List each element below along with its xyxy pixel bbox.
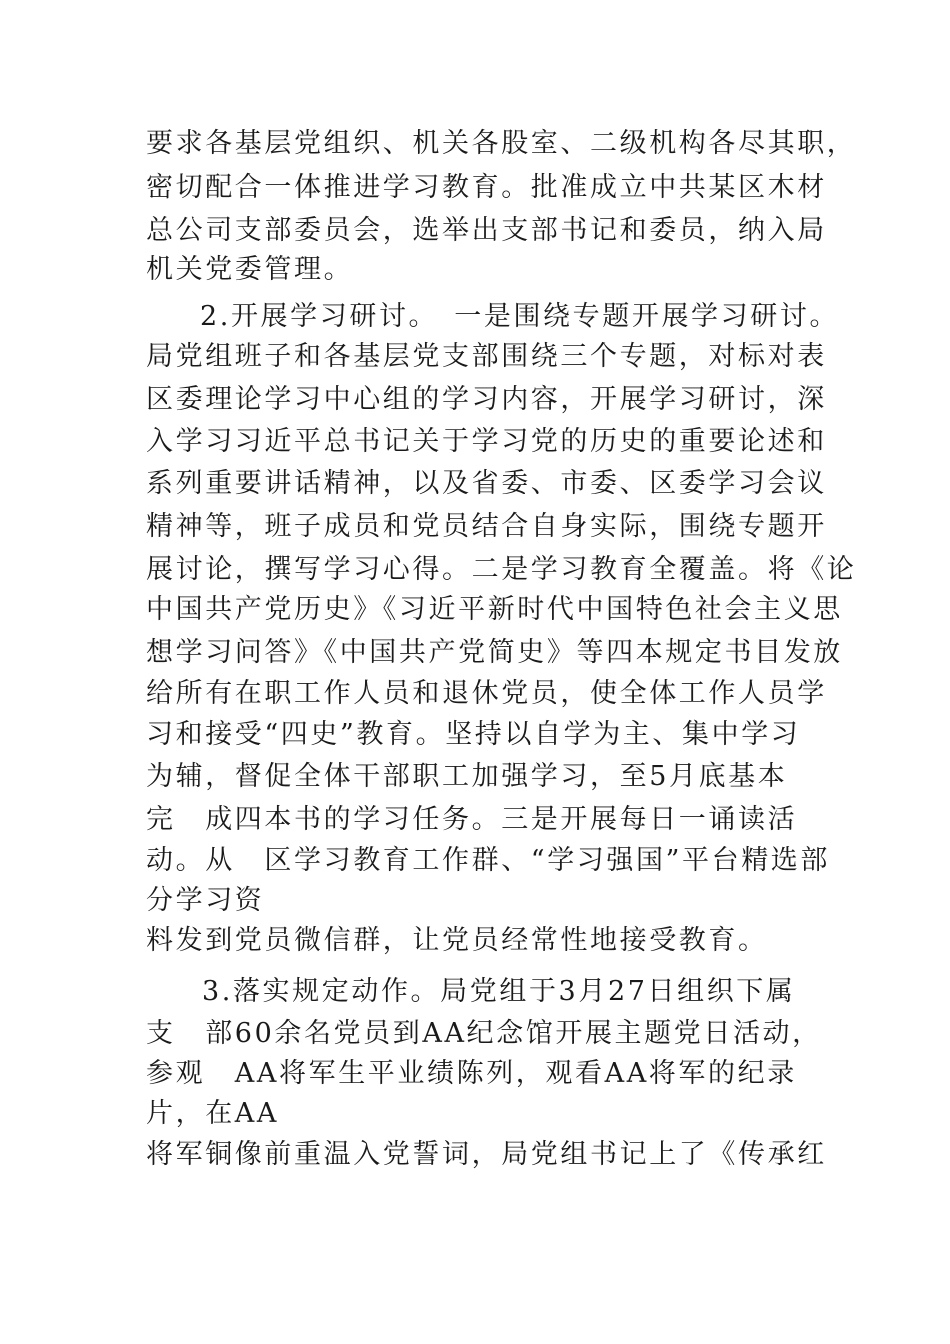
text-line-5: 2.开展学习研讨。 一是围绕专题开展学习研讨。 [200, 301, 840, 332]
text-line-8: 入学习习近平总书记关于学习党的历史的重要论述和 [146, 426, 827, 457]
text-line-13: 想学习问答》《中国共产党简史》等四本规定书目发放 [146, 637, 843, 668]
text-line-24: 片，在AA [146, 1098, 279, 1129]
text-line-3: 总公司支部委员会，选举出支部书记和委员，纳入局 [146, 215, 827, 246]
text-line-11: 展讨论，撰写学习心得。二是学习教育全覆盖。将《论 [146, 554, 857, 585]
text-line-16: 为辅，督促全体干部职工加强学习，至5月底基本 [146, 761, 788, 792]
text-line-2: 密切配合一体推进学习教育。批准成立中共某区木材 [146, 172, 827, 203]
text-line-17: 完 成四本书的学习任务。三是开展每日一诵读活 [146, 804, 798, 835]
text-line-15: 习和接受“四史”教育。坚持以自学为主、集中学习 [146, 719, 801, 750]
text-line-4: 机关党委管理。 [146, 254, 354, 285]
text-line-23: 参观 AA将军生平业绩陈列，观看AA将军的纪录 [146, 1058, 797, 1089]
text-line-18: 动。从 区学习教育工作群、“学习强国”平台精选部 [146, 845, 831, 876]
text-line-9: 系列重要讲话精神，以及省委、市委、区委学习会议 [146, 468, 827, 499]
text-line-21: 3.落实规定动作。局党组于3月27日组织下属 [202, 976, 796, 1007]
text-line-1: 要求各基层党组织、机关各股室、二级机构各尽其职， [146, 128, 857, 159]
text-line-22: 支 部60余名党员到AA纪念馆开展主题党日活动， [146, 1018, 822, 1049]
text-line-19: 分学习资 [146, 885, 265, 916]
text-line-10: 精神等，班子成员和党员结合自身实际，围绕专题开 [146, 511, 827, 542]
text-line-14: 给所有在职工作人员和退休党员，使全体工作人员学 [146, 678, 827, 709]
text-line-12: 中国共产党历史》《习近平新时代中国特色社会主义思 [146, 594, 843, 625]
text-line-7: 区委理论学习中心组的学习内容，开展学习研讨，深 [146, 384, 827, 415]
text-line-20: 料发到党员微信群，让党员经常性地接受教育。 [146, 925, 768, 956]
text-line-25: 将军铜像前重温入党誓词，局党组书记上了《传承红 [146, 1139, 827, 1170]
text-line-6: 局党组班子和各基层党支部围绕三个专题，对标对表 [146, 341, 827, 372]
